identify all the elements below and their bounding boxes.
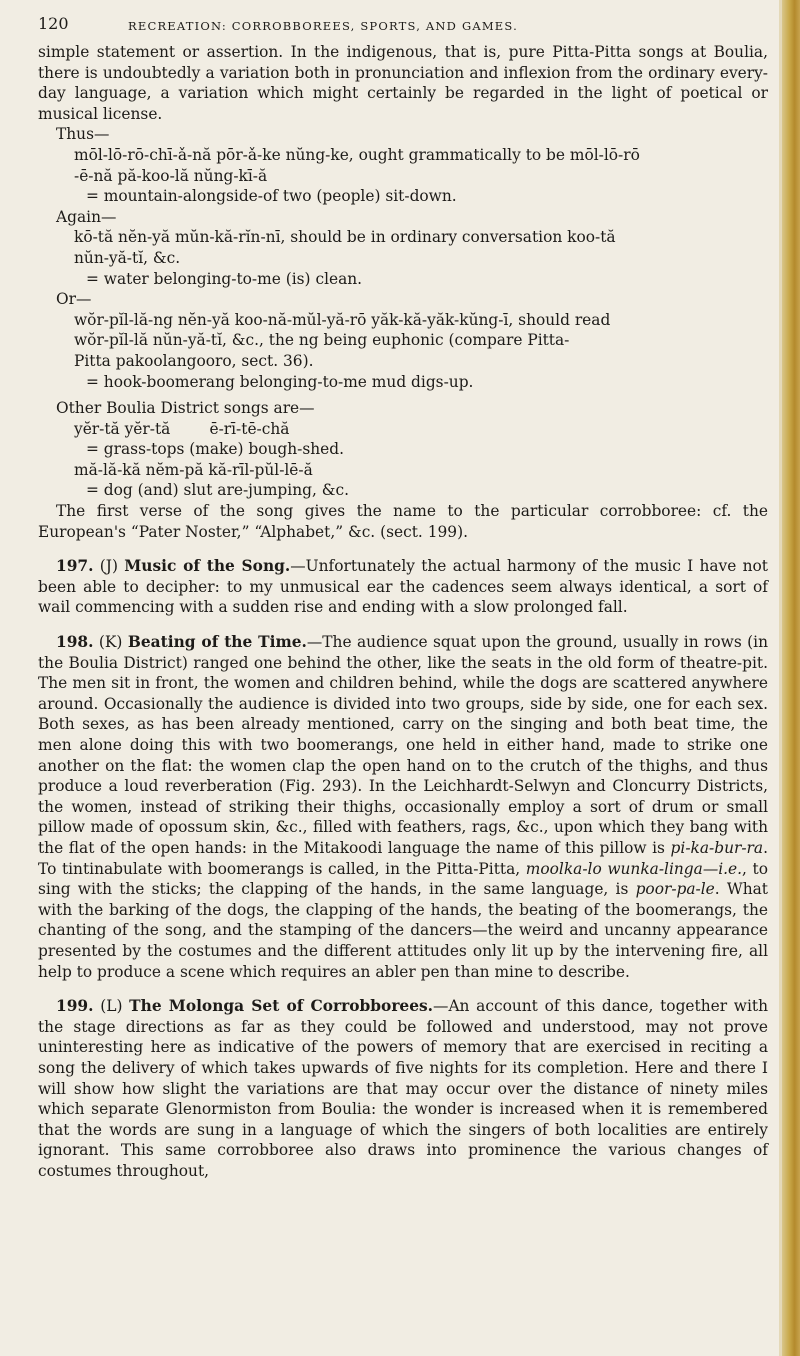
page-header [38,14,768,42]
section-heading: Music of the Song. [124,557,291,576]
or-label: Or— [56,290,92,309]
section-letter: (J) [99,557,118,576]
closing-paragraph: The first verse of the song gives the name to the particular corrobboree: cf. the European's “Pater Noster,” “Alphabet,” &c. (sect. 199). [38,502,768,541]
section-letter: (K) [98,633,123,652]
section-text: —Unfortunately the actual harmony of the music I have not been able to decipher: to my unmusical ear the cadences seem always identical, a sort of wail commencing with a sudden rise and ending with a slow prolonged fall. [38,557,768,617]
example-1-line-1: mōl-lō-rō-chī-ǎ-nă pōr-ǎ-ke nŭng-ke, ought grammatically to be mōl-lō-rō [74,145,640,164]
example-5-line: mă-lă-kă nĕm-pă kă-rīl-pŭl-lē-ă [74,460,313,479]
example-2-line-2: nŭn-yă-tĭ, &c. [74,248,181,267]
thus-label: Thus— [56,125,110,144]
book-page [38,14,768,1181]
section-text: —The audience squat upon the ground, usually in rows (in the Boulia District) ranged one behind the other, like the seats in the old form of theatre-pit. The men sit in front, the women and children behind, while the dogs are scattered anywhere around. Occasionally the audience is divided into two groups, side by side, one for each sex. Both sexes, as has been already mentioned, carry on the singing and both beat time, the men alone doing this with two boomerangs, one held in either hand, made to strike one another on the flat: the women clap the open hand on to the crutch of the thighs, and thus produce a loud reverberation (Fig. 293). In the Leichhardt-Selwyn and Cloncurry Districts, the women, instead of striking their thighs, occasionally employ a sort of drum or small pillow made of opossum skin, &c., filled with feathers, rags, &c., upon which they bang with the flat of the open hands: in the Mitakoodi language the name of this pillow is [38,633,768,857]
other-songs-label: Other Boulia District songs are— [56,399,315,418]
section-number: 198. [56,633,94,652]
example-5-gloss: = dog (and) slut are-jumping, &c. [86,481,349,500]
example-1-gloss: = mountain-alongside-of two (people) sit-down. [86,187,457,206]
section-text: —An account of this dance, together with the stage directions as far as they could be followed and understood, may not prove uninteresting here as indicative of the powers of memory that are exercised in reciting a song the delivery of which takes upwards of five nights for its completion. Here and there I will show how slight the variations are that may occur over the distance of ninety miles which separate Glenormiston from Boulia: the wonder is increased when it is remembered that the words are sung in a language of which the singers of both localities are entirely ignorant. This same corrobboree also draws into prominence the various changes of costumes throughout, [38,997,768,1180]
term-hand-clapping: poor-pa-le [635,880,715,899]
section-198 [38,632,768,982]
example-4-gloss: = grass-tops (make) bough-shed. [86,440,345,459]
intro-paragraph: simple statement or assertion. In the indigenous, that is, pure Pitta-Pitta songs at Boulia, there is undoubtedly a variation both in pronunciation and inflexion from the ordinary every-day language, a variation which might certainly be regarded in the light of poetical or musical license. [38,43,768,123]
example-3-line-3: Pitta pakoolangooro, sect. 36). [74,351,314,370]
section-199 [38,996,768,1181]
section-heading: Beating of the Time. [127,633,307,652]
example-2-line-1: kō-tă nĕn-yă mŭn-kă-rĭn-nī, should be in ordinary conversation koo-tă [74,228,616,247]
again-label: Again— [56,207,117,226]
example-3-gloss: = hook-boomerang belonging-to-me mud digs-up. [86,372,474,391]
section-text: , to sing with the sticks; the clapping of the hands, in the same language, is [38,859,768,899]
section-197 [38,556,768,618]
page-number: 120 [38,14,69,33]
section-text: . To tintinabulate with boomerangs is called, in the Pitta-Pitta, [38,838,768,878]
example-2-gloss: = water belonging-to-me (is) clean. [86,269,363,288]
gilt-binding-edge [782,0,800,1356]
running-head: RECREATION: CORROBBOREES, SPORTS, AND GAMES. [128,19,518,33]
section-number: 199. [56,997,94,1016]
example-3-line-2: wŏr-pĭl-lă nŭn-yă-tĭ, &c., the ng being euphonic (compare Pitta- [74,331,570,350]
term-boomerang-beating: moolka-lo wunka-linga—i.e. [525,859,743,878]
section-letter: (L) [100,997,123,1016]
example-4-line: yĕr-tă yĕr-tă ē-rī-tē-chă [74,419,290,438]
term-pillow: pi-ka-bur-ra [670,838,764,857]
section-number: 197. [56,557,94,576]
section-heading: The Molonga Set of Corrobborees. [129,997,434,1016]
section-text: . What with the barking of the dogs, the clapping of the hands, the beating of the boomerangs, the chanting of the song, and the stamping of the dancers—the weird and uncanny appearance presented by the costumes and the different attitudes only lit up by the intervening fire, all help to produce a scene which requires an abler pen than mine to describe. [38,880,768,981]
example-1-line-2: -ē-nă pă-koo-lă nŭng-kī-ă [74,166,268,185]
example-3-line-1: wŏr-pĭl-lă-ng nĕn-yă koo-nă-mŭl-yă-rō yăk-kă-yăk-kŭng-ī, should read [74,310,611,329]
